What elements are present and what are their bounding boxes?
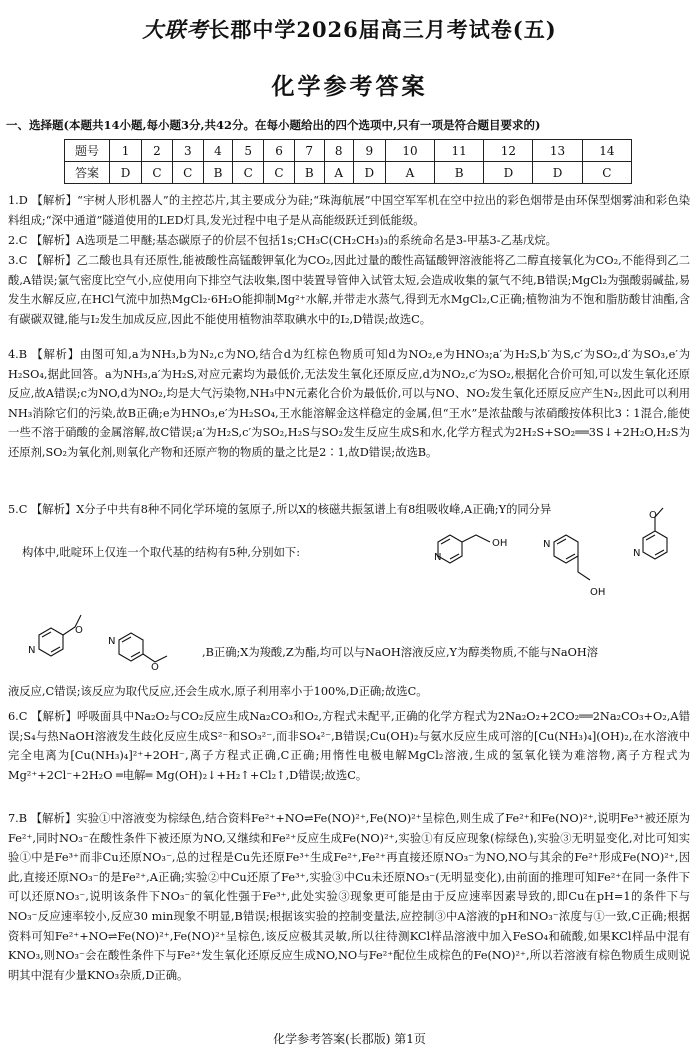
question-number-cell: 12: [484, 140, 533, 162]
answer-cell: C: [582, 162, 631, 184]
question-number-cell: 13: [533, 140, 582, 162]
brand-logo: 大联考: [142, 17, 209, 42]
answer-cell: A: [324, 162, 353, 184]
answer-table: [64, 139, 632, 184]
oxygen-label: O: [151, 662, 159, 673]
exam-header: [0, 14, 699, 44]
explanation-q4: 4.B 【解析】由图可知,a为NH₃,b为N₂,c为NO,结合d为红棕色物质可知d为NO₂,e为HNO₃;a′为H₂S,b′为S,c′为SO₂,d′为SO₃,e′为H₂SO₄,据此回答。a为NH₃,a′为H₂S,对应元素均为最低价,无法发生氧化还原反应,d为NO₂,c′为SO₂,根据化合价可知,可以发生氧化还原反应,故A错误;c为NO,d为NO₂,均是大气污染物,NH₃中N元素化合价为最低价,可以与NO、NO₂发生氧化还原反应产生N₂,因此可以利用NH₃消除它们的污染,故B正确;e为HNO₃,e′为H₂SO₄,王水能溶解金这样稳定的金属,但“王水”是浓盐酸与浓硝酸按体积比3∶1混合,能使一些不溶于硝酸的金属溶解,故C错误;a′为H₂S,c′为SO₂,H₂S与SO₂发生反应生成S和水,化学方程式为2H₂S+SO₂══3S↓+2H₂O,H₂S为还原剂,SO₂为氧化剂,则氧化产物和还原产物的物质的量之比是2∶1,故D错误;故选B。: [8, 348, 690, 459]
page-footer: 化学参考答案(长郡版) 第1页: [273, 1032, 426, 1046]
answer-cell: D: [110, 162, 142, 184]
answer-cell: C: [264, 162, 295, 184]
question-number-cell: 2: [142, 140, 173, 162]
answer-cell: C: [142, 162, 173, 184]
pyridine-methanol-structure-1: [430, 520, 520, 575]
question-number-cell: 4: [203, 140, 233, 162]
oxygen-label: O: [649, 510, 657, 521]
explanation-q5-line4: 液反应,C错误;该反应为取代反应,还会生成水,原子利用率小于100%,D正确;故选C。: [8, 685, 428, 698]
exam-title: 长郡中学2026届高三月考试卷(五): [208, 17, 557, 42]
question-number-cell: 7: [294, 140, 324, 162]
answer-cell: D: [484, 162, 533, 184]
question-number-cell: 9: [353, 140, 385, 162]
nitrogen-label: N: [108, 636, 116, 647]
answer-cell: D: [353, 162, 385, 184]
answer-cell: A: [385, 162, 434, 184]
oxygen-label: O: [75, 625, 83, 636]
answer-cell: D: [533, 162, 582, 184]
question-number-cell: 6: [264, 140, 295, 162]
answer-cell: B: [203, 162, 233, 184]
question-number-cell: 1: [110, 140, 142, 162]
explanation-q5-line2: 构体中,吡啶环上仅连一个取代基的结构有5种,分别如下:: [22, 546, 301, 559]
hydroxyl-label: OH: [590, 587, 606, 598]
methoxypyridine-structure-2: [25, 605, 100, 675]
explanation-q1: 1.D 【解析】“宇树人形机器人”的主控芯片,其主要成分为硅;“珠海航展”中国空军军机在空中拉出的彩色烟带是由环保型烟雾油和彩色染料组成;“深中通道”隧道使用的LED灯具,发光过程中电子是从高能级跃迁到低能级。: [8, 194, 690, 227]
question-number-row: [65, 140, 632, 162]
answer-cell: B: [294, 162, 324, 184]
row-label: 题号: [65, 140, 110, 162]
pyridine-methanol-structure-2: [540, 520, 610, 600]
answer-cell: B: [435, 162, 484, 184]
methoxypyridine-structure-1: [625, 500, 687, 585]
answer-cell: C: [172, 162, 203, 184]
question-number-cell: 5: [233, 140, 264, 162]
explanation-q5-line1: 5.C 【解析】X分子中共有8种不同化学环境的氢原子,所以X的核磁共振氢谱上有8组吸收峰,A正确;Y的同分异: [8, 503, 552, 516]
question-number-cell: 10: [385, 140, 434, 162]
question-number-cell: 8: [324, 140, 353, 162]
nitrogen-label: N: [28, 645, 36, 656]
explanation-q3: 3.C 【解析】乙二酸也具有还原性,能被酸性高锰酸钾氧化为CO₂,因此过量的酸性高锰酸钾溶液能将乙二醇直接氧化为CO₂,不能得到乙二酸,A错误;氯气密度比空气小,应使用向下排空气法收集,图中装置导管伸入试管太短,会造成收集的氯气不纯,B错误;MgCl₂为强酸弱碱盐,易发生水解反应,在HCl气流中加热MgCl₂·6H₂O能抑制Mg²⁺水解,并带走水蒸气,得到无水MgCl₂,C正确;植物油为不饱和脂肪酸甘油酯,含有碳碳双键,能与I₂发生加成反应,因此不能使用植物油萃取碘水中的I₂,D错误;故选C。: [8, 254, 690, 326]
nitrogen-label: N: [633, 548, 641, 559]
row-label: 答案: [65, 162, 110, 184]
question-number-cell: 14: [582, 140, 631, 162]
explanation-q2: 2.C 【解析】A选项是二甲醚;基态碳原子的价层不包括1s;CH₃C(CH₂CH₃)₃的系统命名是3-甲基3-乙基戊烷。: [8, 234, 557, 247]
answer-cell: C: [233, 162, 264, 184]
explanation-q7: 7.B 【解析】实验①中溶液变为棕绿色,结合资料Fe²⁺+NO⇌Fe(NO)²⁺,Fe(NO)²⁺呈棕色,则生成了Fe²⁺和Fe(NO)²⁺,说明Fe³⁺被还原为Fe²⁺,同时NO₃⁻在酸性条件下被还原为NO,又继续和Fe²⁺反应生成Fe(NO)²⁺,实验①有反应现象(棕绿色),实验③无明显变化,对比可知实验①中是Fe³⁺而非Cu还原NO₃⁻,总的过程是Cu先还原Fe³⁺生成Fe²⁺,Fe²⁺再直接还原NO₃⁻为NO,NO与其余的Fe²⁺形成Fe(NO)²⁺,因此,直接还原NO₃⁻的是Fe²⁺,A正确;实验②中Cu还原了Fe³⁺,实验③中Cu未还原NO₃⁻(无明显变化),由前面的推理可知Fe²⁺在同一条件下可以还原NO₃⁻,说明该条件下NO₃⁻的氧化性强于Fe³⁺,此处实验③现象更可能是由于反应速率因素导致的,即Cu在pH=1的条件下与NO₃⁻反应速率较小,反应30 min现象不明显,B错误;根据该实验的控制变量法,应控制③中A溶液的pH和NO₃⁻浓度与①一致,C正确;根据资料可知Fe²⁺+NO⇌Fe(NO)²⁺,Fe(NO)²⁺呈棕色,该反应极其灵敏,所以往待测KCl样品溶液中加入FeSO₄和硫酸,如果KCl样品中混有KNO₃,则NO₃⁻会在酸性条件下与Fe²⁺发生氧化还原反应生成NO,NO与Fe²⁺配位生成棕色的Fe(NO)²⁺,所以若溶液有棕色物质生成则说明其中混有少量KNO₃杂质,D正确。: [8, 812, 690, 982]
methoxypyridine-structure-3: [105, 610, 190, 680]
question-number-cell: 3: [172, 140, 203, 162]
nitrogen-label: N: [543, 539, 551, 550]
explanation-q6: 6.C 【解析】呼吸面具中Na₂O₂与CO₂反应生成Na₂CO₃和O₂,方程式未配平,正确的化学方程式为2Na₂O₂+2CO₂══2Na₂CO₃+O₂,A错误;S₄与热NaOH溶液发生歧化反应生成S²⁻和SO₃²⁻,而非SO₄²⁻,B错误;Cu(OH)₂与氨水反应生成可溶的[Cu(NH₃)₄](OH)₂,在水溶液中完全电离为[Cu(NH₃)₄]²⁺+2OH⁻,离子方程式正确,C正确;用惰性电极电解MgCl₂溶液,生成的氢氧化镁为难溶物,离子方程式为Mg²⁺+2Cl⁻+2H₂O ═电解═ Mg(OH)₂↓+H₂↑+Cl₂↑,D错误;故选C。: [8, 710, 690, 782]
section-heading: 一、选择题(本题共14小题,每小题3分,共42分。在每小题给出的四个选项中,只有一项是符合题目要求的): [6, 118, 541, 132]
nitrogen-label: N: [434, 552, 442, 563]
document-title: 化学参考答案: [271, 74, 428, 100]
explanation-q5-line3: ,B正确;X为羧酸,Z为酯,均可以与NaOH溶液反应,Y为醇类物质,不能与NaOH溶: [202, 646, 599, 659]
question-number-cell: 11: [435, 140, 484, 162]
hydroxyl-label: OH: [492, 538, 508, 549]
answer-row: [65, 162, 632, 184]
